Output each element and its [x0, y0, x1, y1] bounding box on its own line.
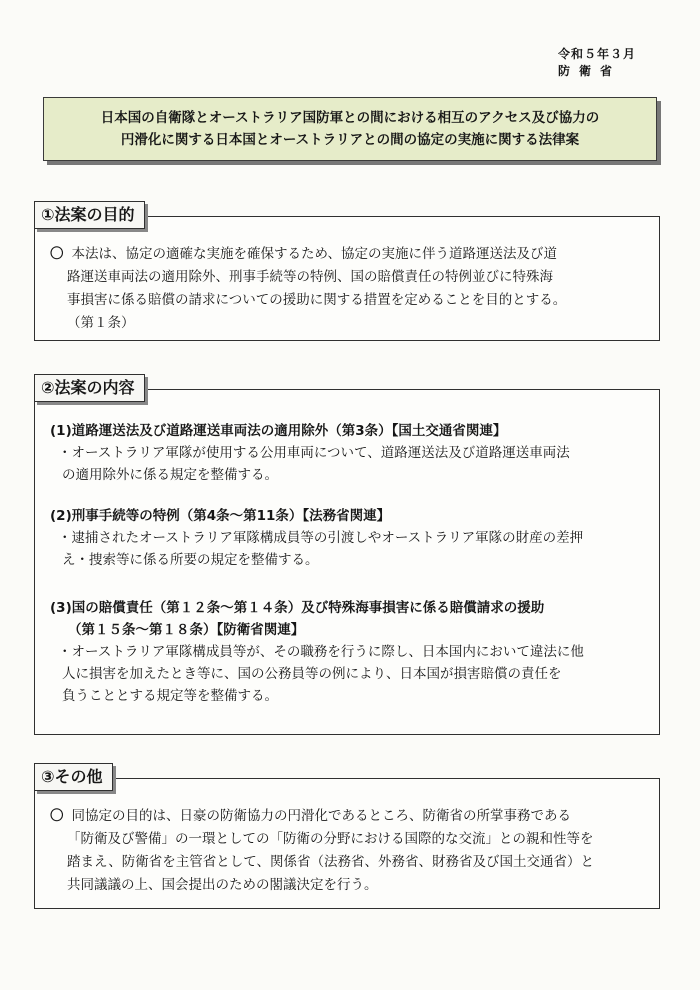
item-2-heading: (2)刑事手続等の特例（第4条～第11条）【法務省関連】	[50, 508, 391, 524]
document-date: 令和５年３月	[557, 47, 636, 61]
item-3-text-line-2: 人に損害を加えたとき等に、国の公務員等の例により、日本国が損害賠償の責任を	[62, 666, 562, 682]
section-other-text	[50, 805, 650, 897]
bullet-circle-icon: 〇	[50, 808, 64, 824]
title-line-2: 円滑化に関する日本国とオーストラリアとの間の協定の実施に関する法律案	[120, 132, 580, 148]
other-line-4: 共同議議の上、国会提出のための閣議決定を行う。	[67, 877, 378, 893]
item-1-text-line-1: ・オーストラリア軍隊が使用する公用車両について、道路運送法及び道路運送車両法	[58, 445, 570, 461]
purpose-line-4: （第１条）	[67, 315, 135, 331]
item-1-text-line-2: の適用除外に係る規定を整備する。	[62, 467, 278, 483]
header-date-block	[558, 46, 636, 80]
item-3-text-line-3: 負うこととする規定等を整備する。	[62, 688, 278, 704]
item-1-heading: (1)道路運送法及び道路運送車両法の適用除外（第3条）【国土交通省関連】	[50, 423, 507, 439]
item-3-heading-line-2: （第１５条～第１８条）【防衛省関連】	[68, 622, 305, 638]
purpose-line-1: 〇 本法は、協定の適確な実施を確保するため、協定の実施に伴う道路運送法及び道	[50, 246, 557, 262]
title-line-1: 日本国の自衛隊とオーストラリア国防軍との間における相互のアクセス及び協力の	[100, 110, 600, 126]
section-other-label: ③その他	[34, 763, 113, 791]
content-item-3	[50, 597, 655, 707]
bullet-circle-icon: 〇	[50, 246, 64, 262]
section-content-label: ②法案の内容	[34, 374, 145, 402]
item-2-text-line-2: え・捜索等に係る所要の規定を整備する。	[62, 552, 319, 568]
other-line-3: 踏まえ、防衛省を主管省として、関係省（法務省、外務省、財務省及び国土交通省）と	[67, 854, 595, 870]
content-item-2	[50, 505, 655, 571]
item-2-text-line-1: ・逮捕されたオーストラリア軍隊構成員等の引渡しやオーストラリア軍隊の財産の差押	[58, 530, 584, 546]
purpose-line-2: 路運送車両法の適用除外、刑事手続等の特例、国の賠償責任の特例並びに特殊海	[67, 269, 553, 285]
section-purpose-text	[50, 243, 650, 335]
section-purpose-label: ①法案の目的	[34, 201, 145, 229]
content-item-1	[50, 420, 655, 486]
item-3-text-line-1: ・オーストラリア軍隊構成員等が、その職務を行うに際し、日本国内において違法に他	[58, 644, 584, 660]
issuing-ministry: 防衛省	[557, 64, 621, 78]
other-line-2: 「防衛及び警備」の一環としての「防衛の分野における国際的な交流」との親和性等を	[67, 831, 594, 847]
item-3-heading-line-1: (3)国の賠償責任（第１２条～第１４条）及び特殊海事損害に係る賠償請求の援助	[50, 600, 545, 616]
purpose-line-3: 事損害に係る賠償の請求についての援助に関する措置を定めることを目的とする。	[67, 292, 567, 308]
document-title	[43, 97, 657, 161]
other-line-1: 〇 同協定の目的は、日豪の防衛協力の円滑化であるところ、防衛省の所掌事務である	[50, 808, 571, 824]
